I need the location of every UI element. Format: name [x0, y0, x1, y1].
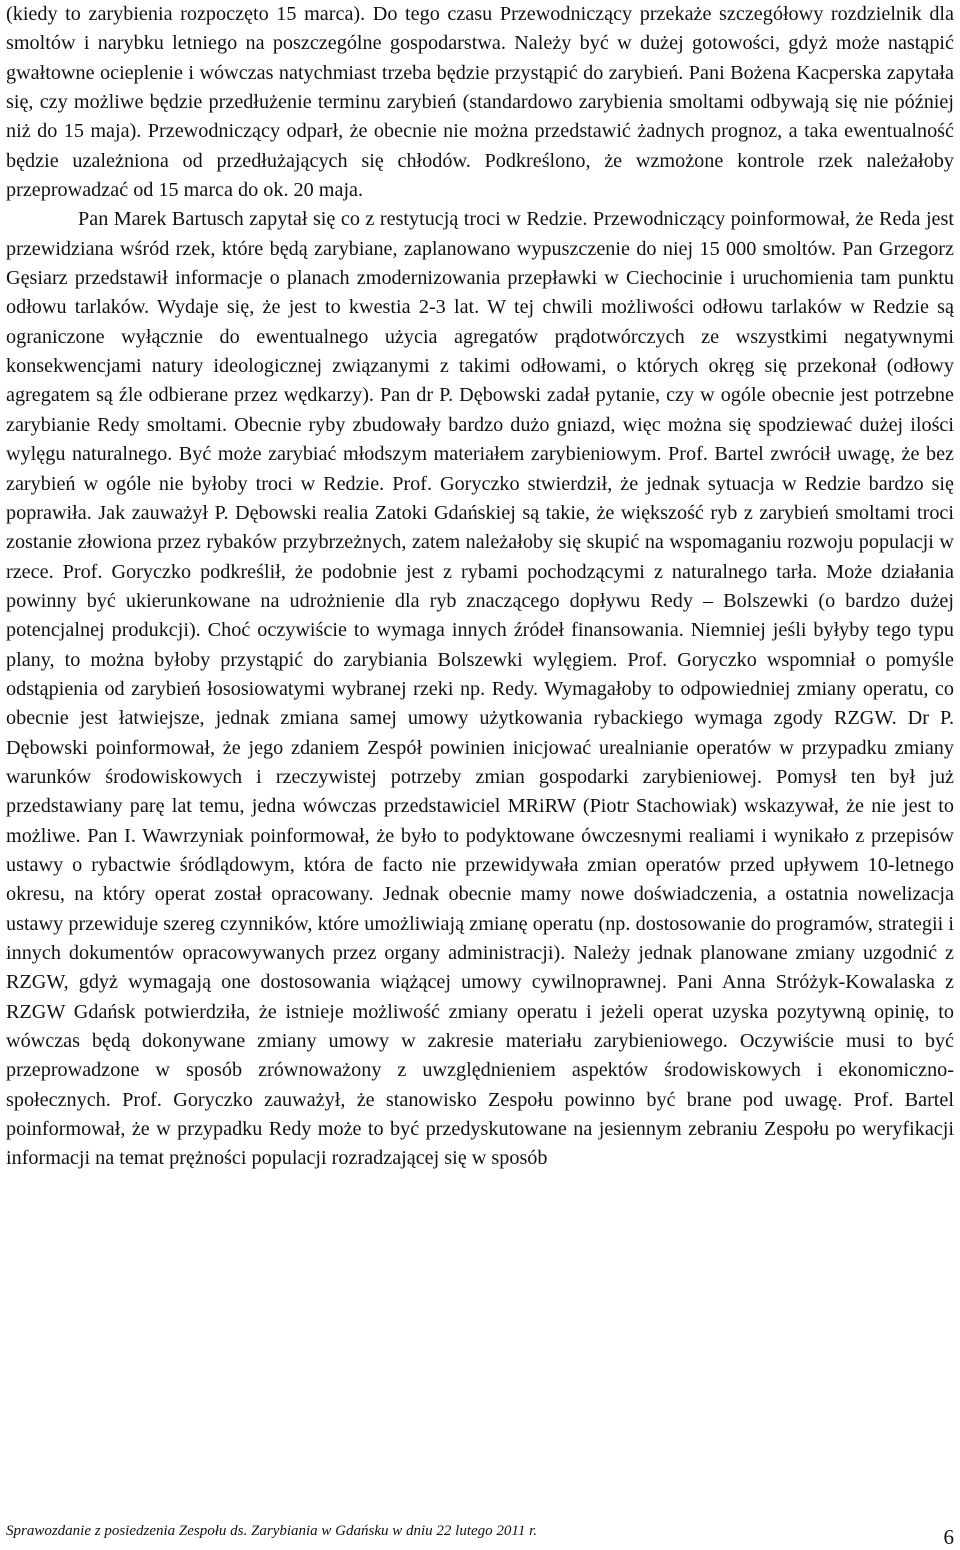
page-number: 6 — [943, 1525, 954, 1549]
paragraph-2: Pan Marek Bartusch zapytał się co z restytucją troci w Redzie. Przewodniczący poinformował, że Reda jest przewidziana wśród rzek, które będą zarybiane, zaplanowano wypuszczenie do niej 15 000 smoltów. Pan Grzegorz Gęsiarz przedstawił informacje o planach zmodernizowania przepławki w Ciechocinie i uruchomienia tam punktu odłowu tarlaków. Wydaje się, że jest to kwestia 2-3 lat. W tej chwili możliwości odłowu tarlaków w Redzie są ograniczone wyłącznie do ewentualnego użycia agregatów prądotwórczych ze wszystkimi negatywnymi konsekwencjami natury ideologicznej związanymi z takimi odłowami, o których okręg się przekonał (odłowy agregatem są źle odbierane przez wędkarzy). Pan dr P. Dębowski zadał pytanie, czy w ogóle obecnie jest potrzebne zarybianie Redy smoltami. Obecnie ryby zbudowały bardzo dużo gniazd, więc można się spodziewać dużej ilości wylęgu naturalnego. Być może zarybiać młodszym materiałem zarybieniowym. Prof. Bartel zwrócił uwagę, że bez zarybień w ogóle nie byłoby troci w Redzie. Prof. Goryczko stwierdził, że jednak sytuacja w Redzie bardzo się poprawiła. Jak zauważył P. Dębowski realia Zatoki Gdańskiej są takie, że większość ryb z zarybień smoltami troci zostanie złowiona przez rybaków przybrzeżnych, zatem należałoby się skupić na wspomaganiu rozwoju populacji w rzece. Prof. Goryczko podkreślił, że podobnie jest z rybami pochodzącymi z naturalnego tarła. Może działania powinny być ukierunkowane na udrożnienie dla ryb znaczącego dopływu Redy – Bolszewki (o bardzo dużej potencjalnej produkcji). Choć oczywiście to wymaga innych źródeł finansowania. Niemniej jeśli byłyby tego typu plany, to można byłoby przystąpić do zarybiania Bolszewki wylęgiem. Prof. Goryczko wspomniał o pomyśle odstąpienia od zarybień łososiowatymi wybranej rzeki np. Redy. Wymagałoby to odpowiedniej zmiany operatu, co obecnie jest łatwiejsze, jednak zmiana samej umowy użytkowania rybackiego wymaga zgody RZGW. Dr P. Dębowski poinformował, że jego zdaniem Zespół powinien inicjować urealnianie operatów w przypadku zmiany warunków środowiskowych i rzeczywistej potrzeby zmian gospodarki zarybieniowej. Pomysł ten był już przedstawiany parę lat temu, jedna wówczas przedstawiciel MRiRW (Piotr Stachowiak) wskazywał, że nie jest to możliwe. Pan I. Wawrzyniak poinformował, że było to podyktowane ówczesnymi realiami i wynikało z przepisów ustawy o rybactwie śródlądowym, która de facto nie przewidywała zmian operatów przed upływem 10-letnego okresu, na który operat został opracowany. Jednak obecnie mamy nowe doświadczenia, a ostatnia nowelizacja ustawy przewiduje szereg czynników, które umożliwiają zmianę operatu (np. dostosowanie do programów, strategii i innych dokumentów opracowywanych przez organy administracji). Należy jednak planowane zmiany uzgodnić z RZGW, gdyż wymagają one dostosowania wiążącej umowy cywilnoprawnej. Pani Anna Stróżyk-Kowalaska z RZGW Gdańsk potwierdziła, że istnieje możliwość zmiany operatu i jeżeli operat uzyska pozytywną opinię, to wówczas będą dokonywane zmiany umowy w zakresie materiału zarybieniowego. Oczywiście musi to być przeprowadzone w sposób zrównoważony z uwzględnieniem aspektów środowiskowych i ekonomiczno-społecznych. Prof. Goryczko zauważył, że stanowisko Zespołu powinno być brane pod uwagę. Prof. Bartel poinformował, że w przypadku Redy może to być przedyskutowane na jesiennym zebraniu Zespołu po weryfikacji informacji na temat prężności populacji rozradzającej się w sposób — [6, 208, 954, 1170]
paragraph-1: (kiedy to zarybienia rozpoczęto 15 marca). Do tego czasu Przewodniczący przekaże szczegółowy rozdzielnik dla smoltów i narybku letniego na poszczególne gospodarstwa. Należy być w dużej gotowości, gdyż może nastąpić gwałtowne ocieplenie i wówczas natychmiast trzeba będzie przystąpić do zarybień. Pani Bożena Kacperska zapytała się, czy możliwe będzie przedłużenie terminu zarybień (standardowo zarybienia smoltami odbywają się nie później niż do 15 maja). Przewodniczący odparł, że obecnie nie można przedstawić żadnych prognoz, a taka ewentualność będzie uzależniona od przedłużających się chłodów. Podkreślono, że wzmożone kontrole rzek należałoby przeprowadzać od 15 marca do ok. 20 maja. — [6, 3, 954, 202]
page-footer — [6, 1513, 954, 1547]
footer-note: Sprawozdanie z posiedzenia Zespołu ds. Zarybiania w Gdańsku w dniu 22 lutego 2011 r. — [6, 1523, 537, 1539]
document-body — [6, 0, 954, 1174]
